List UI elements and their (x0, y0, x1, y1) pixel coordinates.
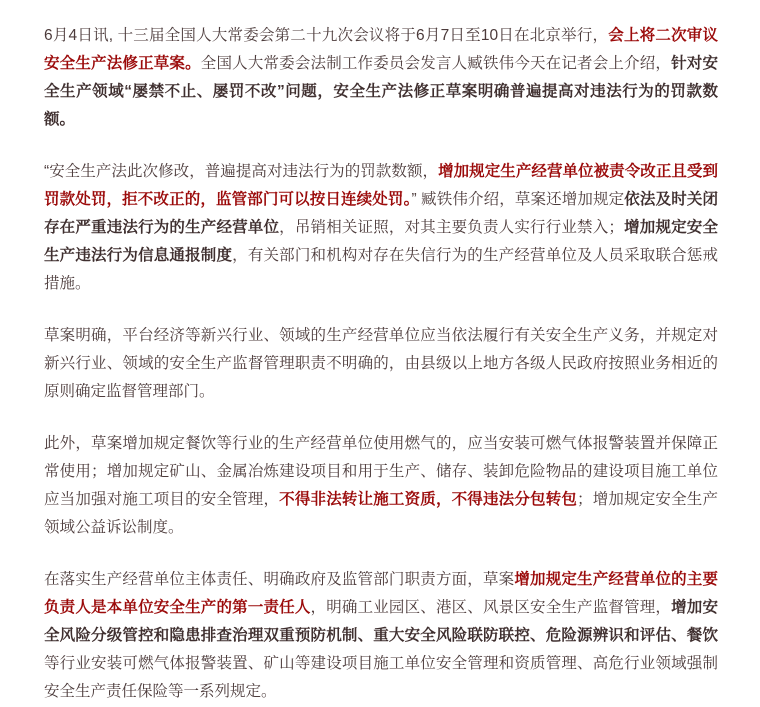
text-run-normal: 在落实生产经营单位主体责任、明确政府及监管部门职责方面，草案 (44, 571, 515, 588)
text-run-normal: ，吊销相关证照，对其主要负责人实行行业禁入； (279, 219, 624, 236)
text-run-bold-dark: 依法及时关闭存在严重违法行为的生产经营单位 (44, 191, 718, 236)
text-run-normal: 此外，草案增加规定餐饮等行业的生产经营单位使用燃气的，应当安装可燃气体报警装置并保障正常使用；增加规定矿山、金属冶炼建设项目和用于生产、储存、装卸危险物品的建设项目施工单位应当加强对施工项目的安全管理， (44, 435, 718, 508)
text-run-normal: 草案明确，平台经济等新兴行业、领域的生产经营单位应当依法履行有关安全生产义务，并规定对新兴行业、领域的安全生产监督管理职责不明确的，由县级以上地方各级人民政府按照业务相近的原则确定监督管理部门。 (44, 327, 718, 400)
text-run-bold-red: 增加规定生产经营单位被责令改正且受到罚款处罚，拒不改正的，监管部门可以按日连续处罚。 (44, 163, 718, 208)
text-run-bold-dark: 针对安全生产领域“屡禁不止、屡罚不改”问题，安全生产法修正草案明确普遍提高对违法行为的罚款数额。 (44, 55, 718, 128)
paragraph (44, 322, 718, 406)
paragraph (44, 158, 718, 298)
text-run-bold-red: 增加规定生产经营单位的主要负责人是本单位安全生产的第一责任人 (44, 571, 718, 616)
text-run-bold-dark: 增加规定安全生产违法行为信息通报制度 (44, 219, 718, 264)
text-run-normal: 等行业安装可燃气体报警装置、矿山等建设项目施工单位安全管理和资质管理、高危行业领域强制安全生产责任保险等一系列规定。 (44, 655, 718, 700)
text-run-bold-dark: 增加安全风险分级管控和隐患排查治理双重预防机制、重大安全风险联防联控、危险源辨识和评估、餐饮 (44, 599, 718, 644)
paragraph (44, 22, 718, 134)
text-run-normal: ，有关部门和机构对存在失信行为的生产经营单位及人员采取联合惩戒措施。 (44, 247, 718, 292)
text-run-normal: “安全生产法此次修改，普遍提高对违法行为的罚款数额， (44, 163, 439, 180)
text-run-normal: ；增加规定安全生产领域公益诉讼制度。 (44, 491, 718, 536)
text-run-normal: 全国人大常委会法制工作委员会发言人臧铁伟今天在记者会上介绍， (200, 55, 672, 72)
text-run-bold-red: 不得非法转让施工资质，不得违法分包转包 (279, 491, 578, 508)
text-run-normal: ” 臧铁伟介绍，草案还增加规定 (411, 191, 625, 208)
text-run-bold-red: 会上将二次审议安全生产法修正草案。 (44, 27, 718, 72)
text-run-normal: ，明确工业园区、港区、风景区安全生产监督管理， (310, 599, 672, 616)
text-run-normal: 6月4日讯, 十三届全国人大常委会第二十九次会议将于6月7日至10日在北京举行， (44, 27, 609, 44)
paragraph (44, 430, 718, 542)
paragraph (44, 566, 718, 706)
